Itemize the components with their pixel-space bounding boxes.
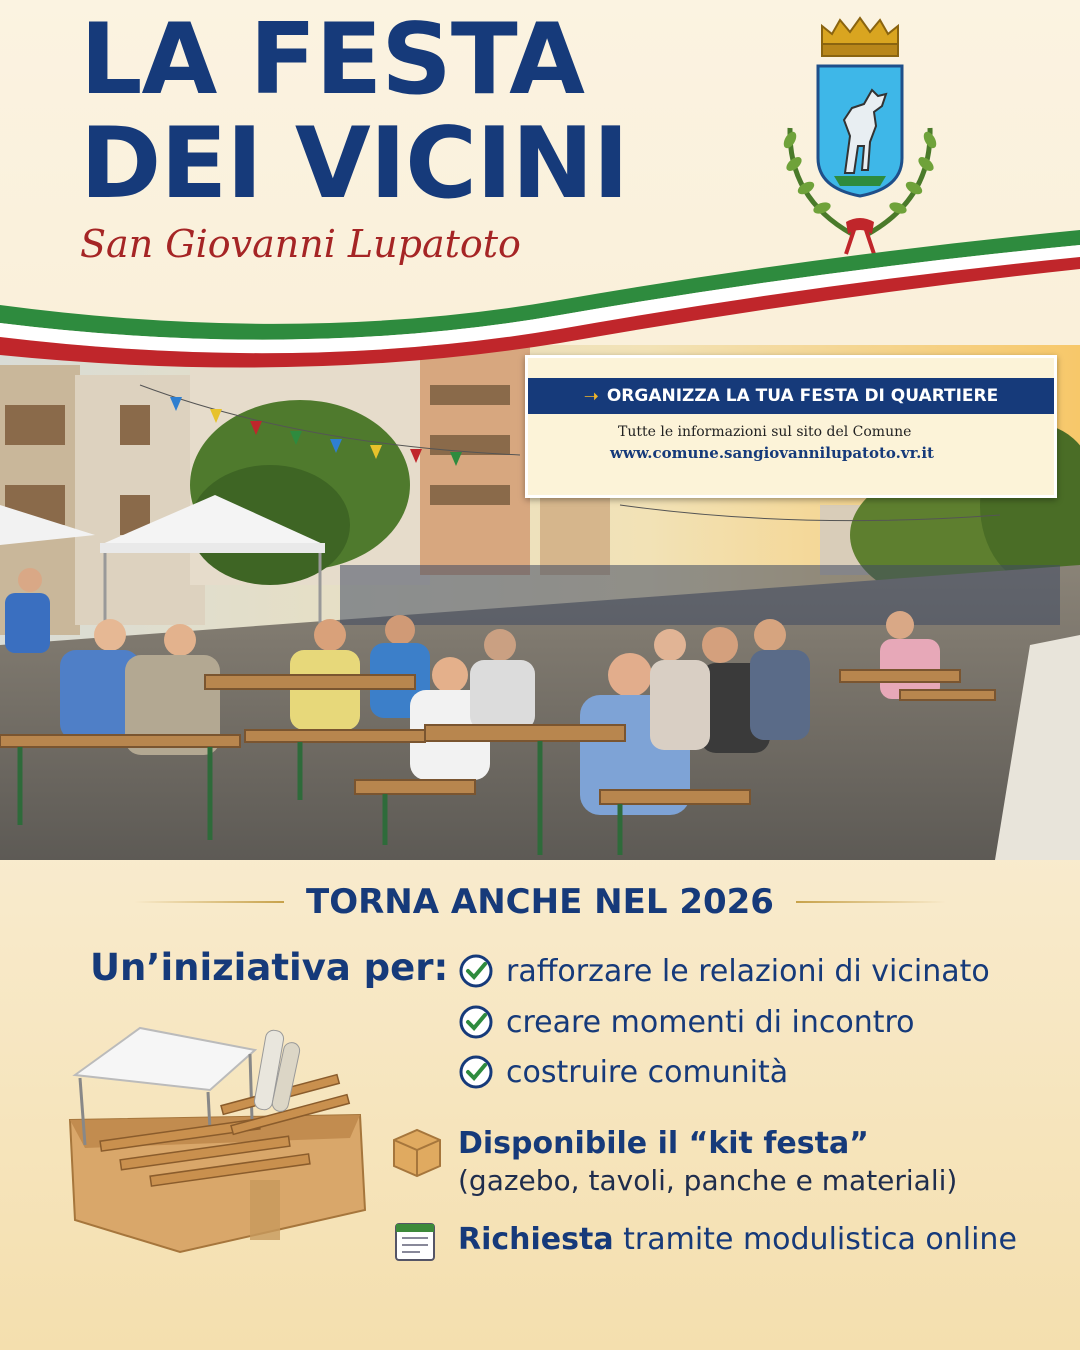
info-box bbox=[525, 355, 1057, 498]
arrow-right-icon: ➝ bbox=[583, 385, 599, 407]
goal-item bbox=[458, 953, 990, 989]
kit-box-illustration bbox=[60, 1020, 380, 1260]
poster-title bbox=[80, 3, 629, 221]
goal-text: costruire comunità bbox=[506, 1054, 789, 1090]
municipality-website-link[interactable]: www.comune.sangiovannilupatoto.vr.it bbox=[610, 444, 934, 462]
goal-item bbox=[458, 1054, 788, 1090]
info-box-header bbox=[528, 378, 1054, 414]
check-circle-icon bbox=[458, 1004, 494, 1040]
section-heading-row bbox=[90, 882, 990, 922]
kit-title: Disponibile il “kit festa” bbox=[458, 1126, 869, 1161]
decorative-line-left bbox=[134, 901, 284, 903]
request-bold: Richiesta bbox=[458, 1222, 614, 1257]
goal-text: rafforzare le relazioni di vicinato bbox=[506, 953, 990, 989]
section-heading: TORNA ANCHE NEL 2026 bbox=[306, 882, 774, 922]
info-box-heading: ORGANIZZA LA TUA FESTA DI QUARTIERE bbox=[606, 386, 999, 406]
form-calendar-icon bbox=[392, 1218, 438, 1264]
title-line-1: LA FESTA bbox=[80, 3, 584, 117]
goal-item bbox=[458, 1004, 915, 1040]
request-info bbox=[458, 1222, 1017, 1257]
goal-text: creare momenti di incontro bbox=[506, 1004, 915, 1040]
box-icon bbox=[390, 1126, 444, 1178]
tricolour-ribbon bbox=[0, 215, 1080, 375]
title-line-2: DEI VICINI bbox=[80, 107, 629, 221]
info-box-text: Tutte le informazioni sul sito del Comune bbox=[618, 424, 912, 440]
check-circle-icon bbox=[458, 953, 494, 989]
decorative-line-right bbox=[796, 901, 946, 903]
kit-detail: (gazebo, tavoli, panche e materiali) bbox=[458, 1164, 958, 1197]
request-text: tramite modulistica online bbox=[613, 1222, 1017, 1257]
town-subtitle: San Giovanni Lupatoto bbox=[80, 222, 521, 266]
check-circle-icon bbox=[458, 1054, 494, 1090]
initiative-intro: Un’iniziativa per: bbox=[90, 946, 449, 989]
